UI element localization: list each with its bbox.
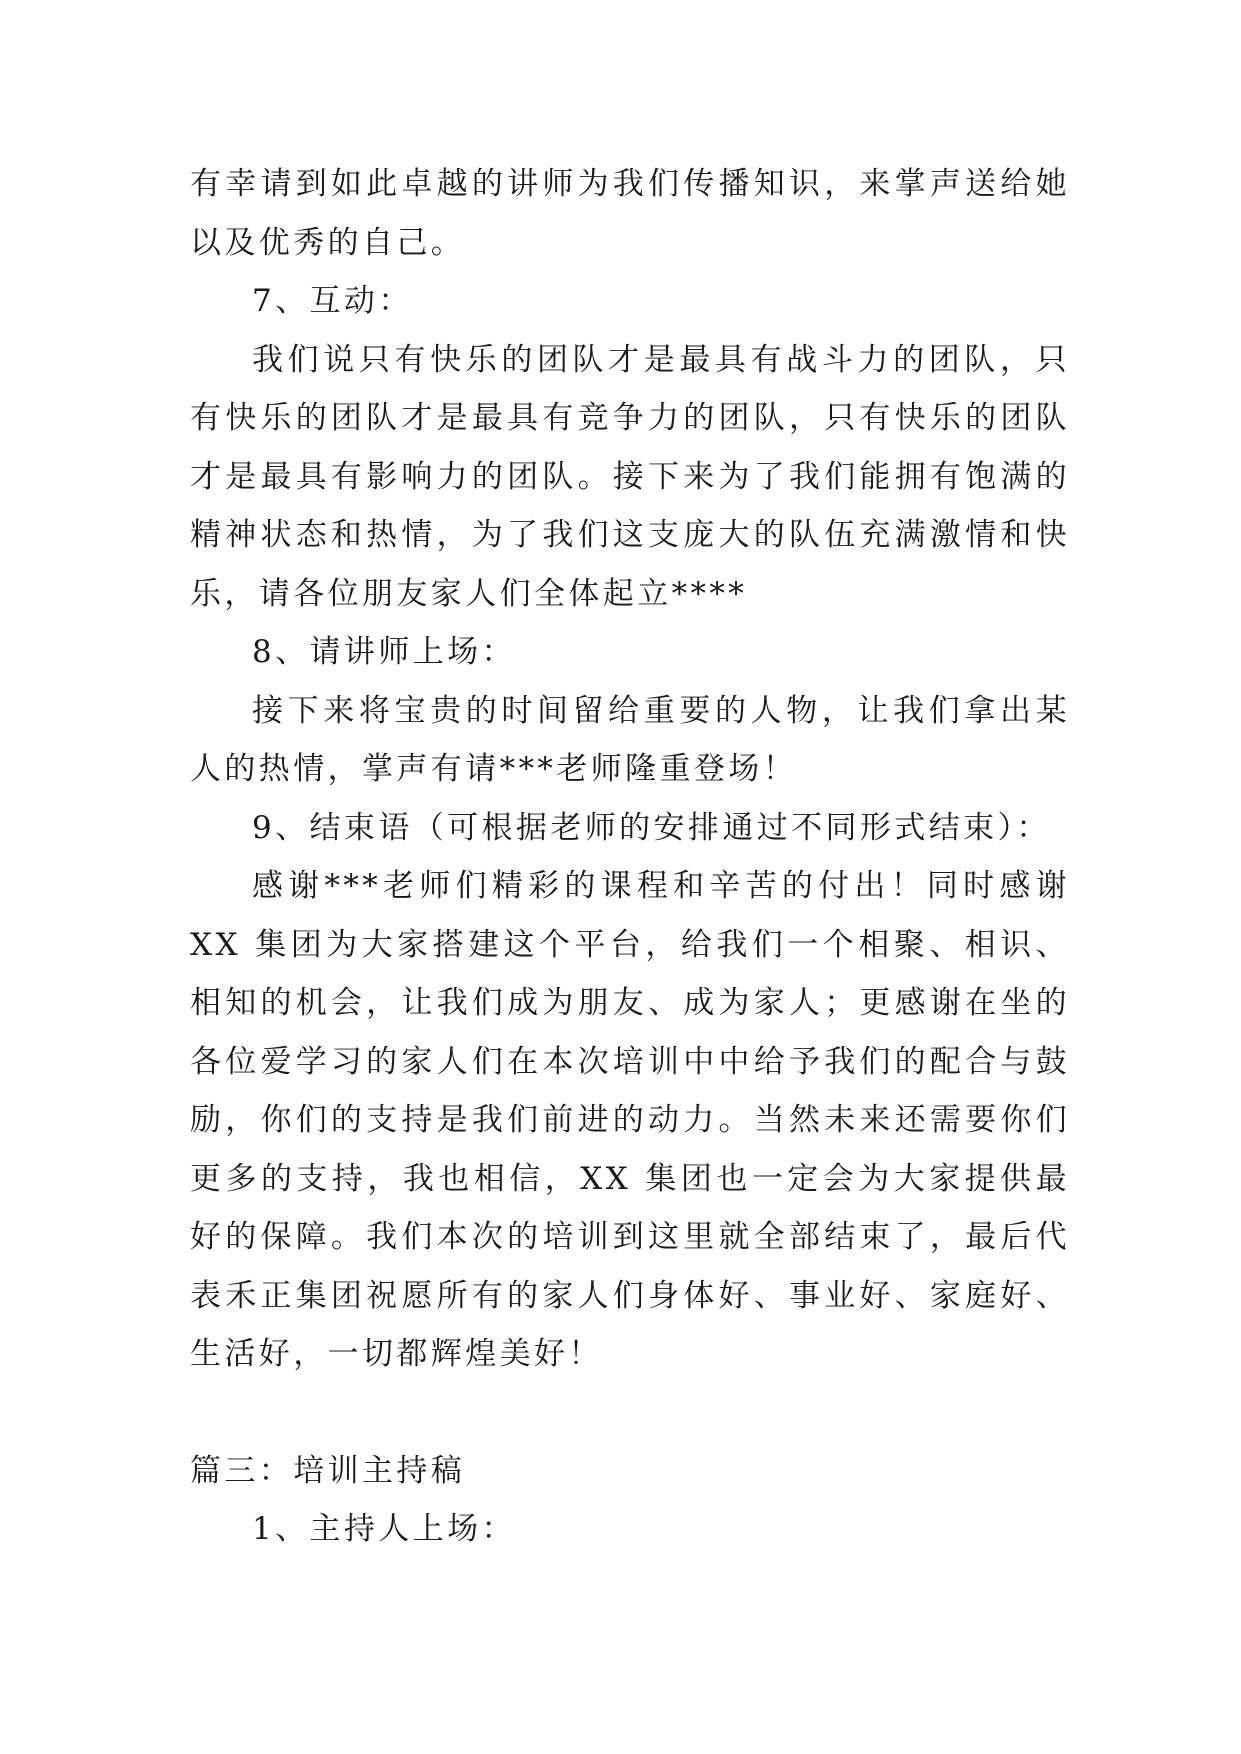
heading-closing-remarks: 9、结束语（可根据老师的安排通过不同形式结束）： [252, 809, 1051, 846]
section-spacer [190, 1384, 1070, 1442]
paragraph-closing-remarks: 感谢***老师们精彩的课程和辛苦的付出！同时感谢 XX 集团为大家搭建这个平台，给我们一个相聚、相识、相知的机会，让我们成为朋友、成为家人；更感谢在坐的各位爱学习的家人们在本次培训中中给予我们的配合与鼓励，你们的支持是我们前进的动力。当然未来还需要你们更多的支持，我也相信，XX 集团也一定会为大家提供最好的保障。我们本次的培训到这里就全部结束了，最后代表禾正集团祝愿所有的家人们身体好、事业好、家庭好、生活好，一切都辉煌美好！ [190, 868, 1070, 1372]
paragraph-closing-thanks: 有幸请到如此卓越的讲师为我们传播知识，来掌声送给她以及优秀的自己。 [190, 166, 1070, 261]
heading-interaction: 7、互动： [252, 283, 413, 319]
paragraph-interaction: 我们说只有快乐的团队才是最具有战斗力的团队，只有快乐的团队才是最具有竞争力的团队，只有快乐的团队才是最具有影响力的团队。接下来为了我们能拥有饱满的精神状态和热情，为了我们这支庞大的队伍充满激情和快乐，请各位朋友家人们全体起立**** [190, 341, 1070, 612]
document-body [190, 155, 1070, 1559]
heading-invite-lecturer: 8、请讲师上场： [252, 634, 516, 670]
section-title: 篇三：培训主持稿 [190, 1452, 466, 1489]
heading-host-entrance: 1、主持人上场： [252, 1511, 516, 1547]
paragraph-invite-lecturer: 接下来将宝贵的时间留给重要的人物，让我们拿出某人的热情，掌声有请***老师隆重登场！ [190, 692, 1070, 787]
